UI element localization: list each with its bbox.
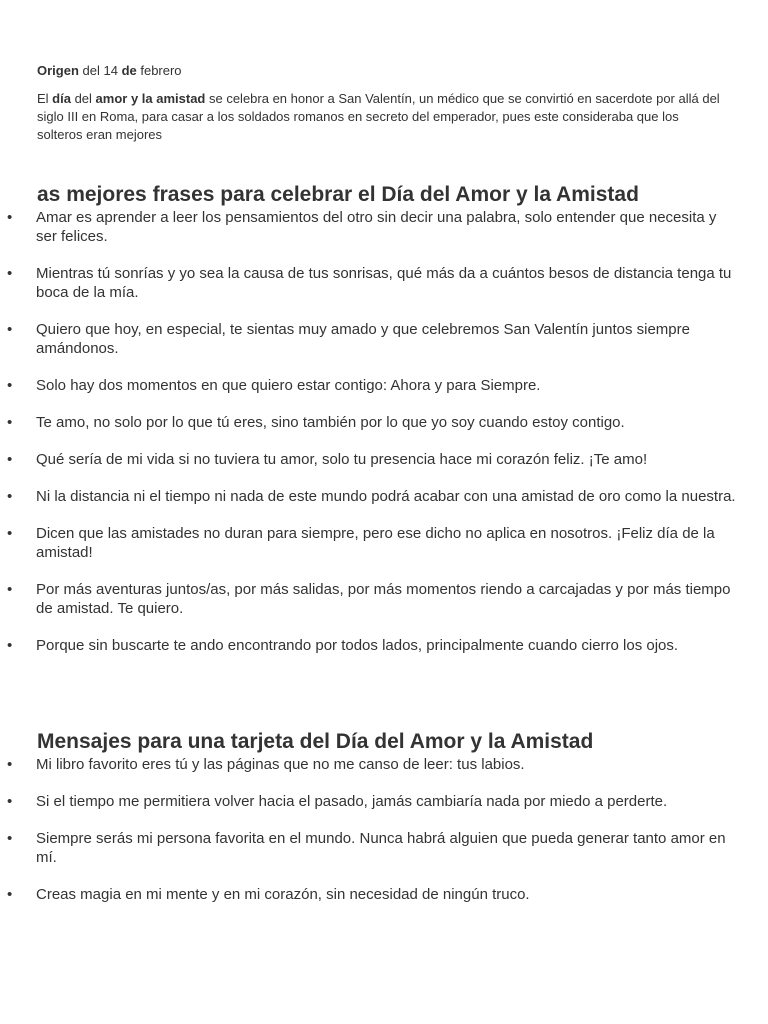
bullet: • [7,321,13,338]
origin-bold-origen: Origen [37,63,79,78]
section-heading-frases: as mejores frases para celebrar el Día del Amor y la Amistad [37,183,639,206]
list-item-text: Mi libro favorito eres tú y las páginas que no me canso de leer: tus labios. [36,756,525,773]
list-item [0,755,768,774]
origin-text-month: febrero [136,63,182,78]
bullet: • [7,581,13,598]
origin-bold-de: de [121,63,137,78]
intro-paragraph [37,90,722,144]
list-item-text: Qué sería de mi vida si no tuviera tu amor, solo tu presencia hace mi corazón feliz. ¡Te amo! [36,451,648,468]
list-item-text: Dicen que las amistades no duran para siempre, pero ese dicho no aplica en nosotros. ¡Feliz día de la amistad! [36,525,715,561]
list-item-text: Solo hay dos momentos en que quiero estar contigo: Ahora y para Siempre. [36,377,541,394]
list-item-text: Amar es aprender a leer los pensamientos del otro sin decir una palabra, solo entender que necesita y ser felices. [36,209,717,245]
list-item-text: Porque sin buscarte te ando encontrando por todos lados, principalmente cuando cierro los ojos. [36,637,679,654]
list-item [0,524,768,562]
intro-bold-dia: día [52,91,71,106]
intro-bold-amor-amistad: amor y la amistad [95,91,206,106]
bullet: • [7,414,13,431]
list-item-text: Quiero que hoy, en especial, te sientas muy amado y que celebremos San Valentín juntos siempre amándonos. [36,321,690,357]
list-item [0,636,768,655]
bullet: • [7,637,13,654]
list-item [0,829,768,867]
list-item-text: Siempre serás mi persona favorita en el mundo. Nunca habrá alguien que pueda generar tanto amor en mí. [36,830,726,866]
bullet: • [7,886,13,903]
bullet: • [7,451,13,468]
list-item [0,376,768,395]
list-item [0,792,768,811]
intro-text-1: El [37,91,53,106]
origin-line [37,62,182,79]
list-item [0,320,768,358]
intro-text-2: del [70,91,96,106]
list-item [0,487,768,506]
bullet: • [7,377,13,394]
section-heading-mensajes: Mensajes para una tarjeta del Día del Amor y la Amistad [37,730,594,753]
bullet: • [7,525,13,542]
bullet: • [7,756,13,773]
list-item [0,580,768,618]
bullet: • [7,830,13,847]
intro-text-3: se celebra en honor a San Valentín, un médico que se convirtió en sacerdote por allá del siglo III en Roma, para casar a los soldados romanos en secreto del emperador, pues este consideraba que los solteros eran mejores [37,91,720,142]
bullet: • [7,488,13,505]
mensajes-list [0,755,768,922]
list-item-text: Creas magia en mi mente y en mi corazón, sin necesidad de ningún truco. [36,886,530,903]
list-item [0,264,768,302]
frases-list [0,208,768,673]
list-item-text: Ni la distancia ni el tiempo ni nada de este mundo podrá acabar con una amistad de oro como la nuestra. [36,488,736,505]
bullet: • [7,793,13,810]
list-item [0,413,768,432]
list-item-text: Si el tiempo me permitiera volver hacia el pasado, jamás cambiaría nada por miedo a perderte. [36,793,668,810]
bullet: • [7,209,13,226]
list-item [0,885,768,904]
list-item-text: Te amo, no solo por lo que tú eres, sino también por lo que yo soy cuando estoy contigo. [36,414,625,431]
list-item [0,450,768,469]
list-item-text: Por más aventuras juntos/as, por más salidas, por más momentos riendo a carcajadas y por más tiempo de amistad. Te quiero. [36,581,731,617]
list-item [0,208,768,246]
origin-text-date: del 14 [78,63,122,78]
bullet: • [7,265,13,282]
list-item-text: Mientras tú sonrías y yo sea la causa de tus sonrisas, qué más da a cuántos besos de distancia tenga tu boca de la mía. [36,265,732,301]
